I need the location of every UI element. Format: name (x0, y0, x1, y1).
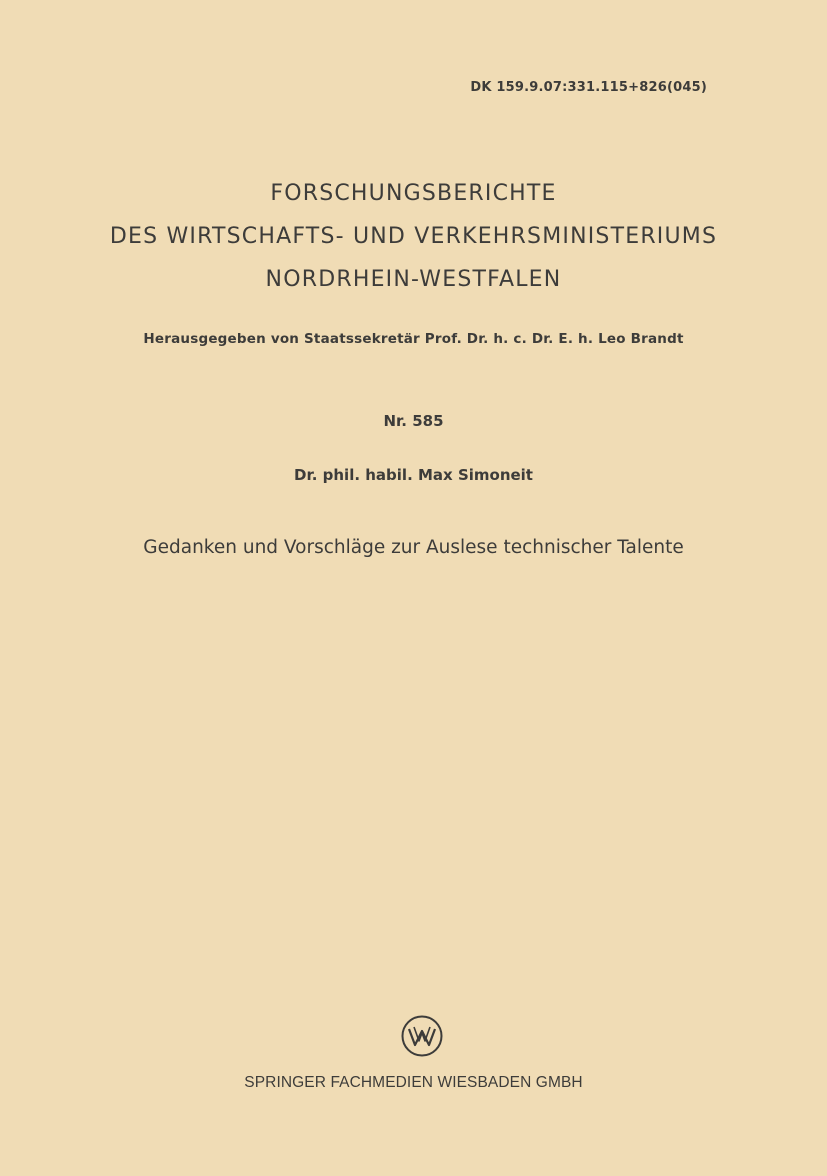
series-title-line-3: NORDRHEIN-WESTFALEN (265, 267, 562, 292)
series-title (0, 172, 827, 301)
author-name: Dr. phil. habil. Max Simoneit (294, 466, 533, 484)
series-number: Nr. 585 (383, 412, 444, 430)
series-title-line-2: DES WIRTSCHAFTS- UND VERKEHRSMINISTERIUMS (109, 224, 718, 249)
series-title-line-1: FORSCHUNGSBERICHTE (270, 181, 557, 206)
publisher-logo-icon (401, 1015, 443, 1057)
publisher-name: SPRINGER FACHMEDIEN WIESBADEN GMBH (244, 1074, 583, 1091)
book-title: Gedanken und Vorschläge zur Auslese technischer Talente (143, 537, 684, 558)
classification-code: DK 159.9.07:331.115+826(045) (470, 80, 707, 95)
editor-line: Herausgegeben von Staatssekretär Prof. Dr. h. c. Dr. E. h. Leo Brandt (143, 331, 684, 347)
